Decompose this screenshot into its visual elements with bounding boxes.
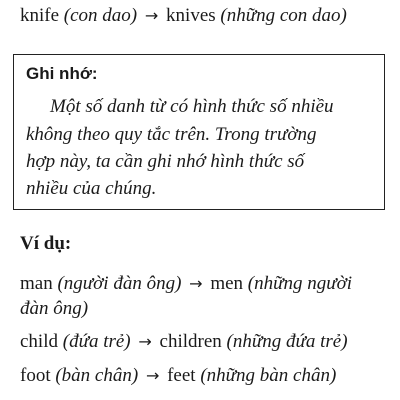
singular-word: man: [20, 273, 53, 294]
plural-word: men: [210, 273, 244, 294]
plural-gloss: (những đứa trẻ): [226, 331, 348, 352]
plural-word: knives: [166, 5, 216, 26]
plural-gloss: (những bàn chân): [200, 365, 337, 386]
note-line: Một số danh từ có hình thức số nhiều: [50, 96, 334, 117]
note-title: Ghi nhớ:: [26, 64, 98, 83]
note-line: nhiều của chúng.: [26, 178, 157, 199]
note-line: không theo quy tắc trên. Trong trường: [26, 124, 317, 145]
plural-example-child: [20, 330, 348, 354]
plural-word: feet: [167, 365, 196, 386]
plural-gloss: (những con dao): [220, 5, 347, 26]
singular-word: child: [20, 331, 58, 352]
plural-gloss: (những người: [247, 273, 353, 294]
plural-example-man: [20, 272, 352, 296]
examples-heading: Ví dụ:: [20, 233, 72, 254]
arrow-icon: →: [144, 6, 159, 25]
singular-gloss: (người đàn ông): [57, 273, 182, 294]
plural-gloss-continuation: đàn ông): [20, 298, 89, 319]
arrow-icon: →: [138, 332, 152, 351]
singular-gloss: (bàn chân): [55, 365, 139, 386]
arrow-icon: →: [189, 274, 203, 293]
arrow-icon: →: [145, 366, 160, 385]
singular-word: foot: [20, 365, 51, 386]
note-line: hợp này, ta cần ghi nhớ hình thức số: [26, 151, 305, 172]
plural-example-foot: [20, 364, 336, 388]
singular-gloss: (đứa trẻ): [62, 331, 131, 352]
note-box: [13, 54, 385, 210]
plural-word: children: [159, 331, 222, 352]
plural-example-knife: [20, 4, 347, 28]
singular-gloss: (con dao): [63, 5, 138, 26]
singular-word: knife: [20, 5, 60, 26]
